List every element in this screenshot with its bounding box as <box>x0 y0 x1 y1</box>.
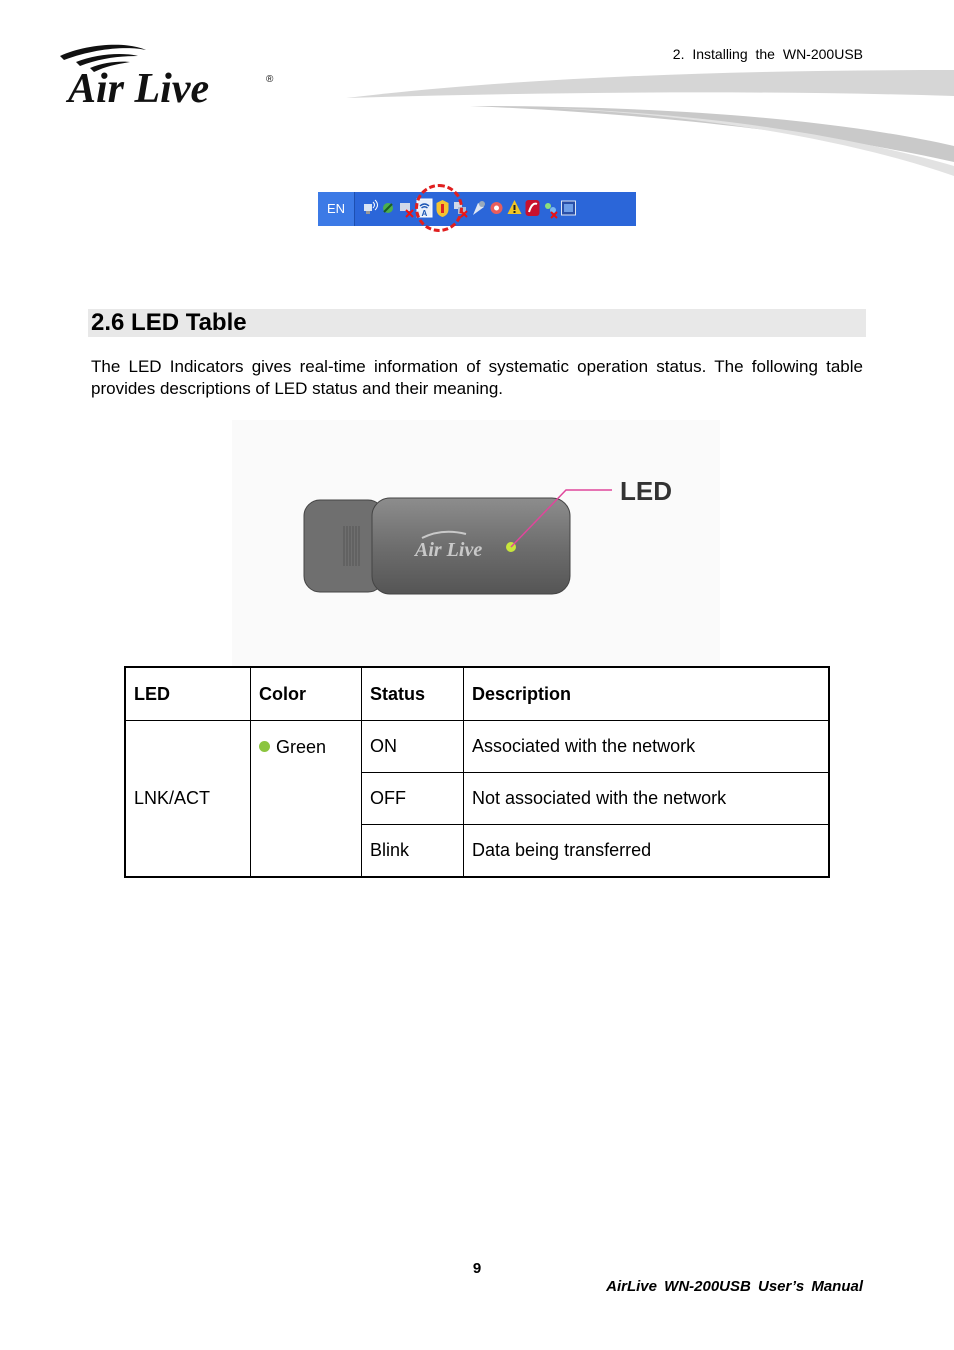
network-icon <box>362 196 379 220</box>
tray-icons <box>362 196 577 220</box>
table-header-row <box>125 667 829 721</box>
page-number: 9 <box>472 1260 482 1277</box>
status-cell: OFF <box>362 773 464 825</box>
language-indicator: EN <box>318 192 355 226</box>
color-cell <box>251 721 362 878</box>
svg-text:A: A <box>421 209 428 218</box>
wireless-signal-icon <box>380 196 397 220</box>
green-dot-icon <box>259 741 270 752</box>
color-label: Green <box>276 737 327 757</box>
table-row <box>125 721 829 773</box>
intro-paragraph: The LED Indicators gives real-time information of systematic operation status. The following table provides descriptions of LED status and their meaning. <box>91 357 863 398</box>
system-tray-screenshot <box>318 192 636 226</box>
header-color: Color <box>251 667 362 721</box>
media-icon <box>488 196 505 220</box>
led-name-cell: LNK/ACT <box>125 721 251 878</box>
description-cell: Data being transferred <box>464 825 830 878</box>
led-table <box>124 666 830 878</box>
status-cell: Blink <box>362 825 464 878</box>
usb-adapter-illustration <box>232 420 720 666</box>
description-cell: Associated with the network <box>464 721 830 773</box>
led-callout-label: LED <box>620 476 672 506</box>
disconnected-network-icon <box>398 196 415 220</box>
device-logo: Air Live <box>415 539 483 561</box>
header-swoosh-decoration <box>330 66 954 178</box>
header-description: Description <box>464 667 830 721</box>
airlive-logo <box>56 42 278 106</box>
description-cell: Not associated with the network <box>464 773 830 825</box>
header-status: Status <box>362 667 464 721</box>
svg-text:®: ® <box>266 74 274 85</box>
footer-manual-title: AirLive WN-200USB User’s Manual <box>606 1278 863 1295</box>
launcher-icon <box>470 196 487 220</box>
status-cell: ON <box>362 721 464 773</box>
header-led: LED <box>125 667 251 721</box>
alert-icon <box>506 196 523 220</box>
flash-icon <box>524 196 541 220</box>
chapter-header: 2. Installing the WN-200USB <box>672 46 863 62</box>
display-icon <box>560 196 577 220</box>
logo-wordmark: Air Live <box>68 66 210 106</box>
section-title: 2.6 LED Table <box>91 309 247 336</box>
highlight-circle <box>415 184 463 232</box>
update-icon <box>542 196 559 220</box>
